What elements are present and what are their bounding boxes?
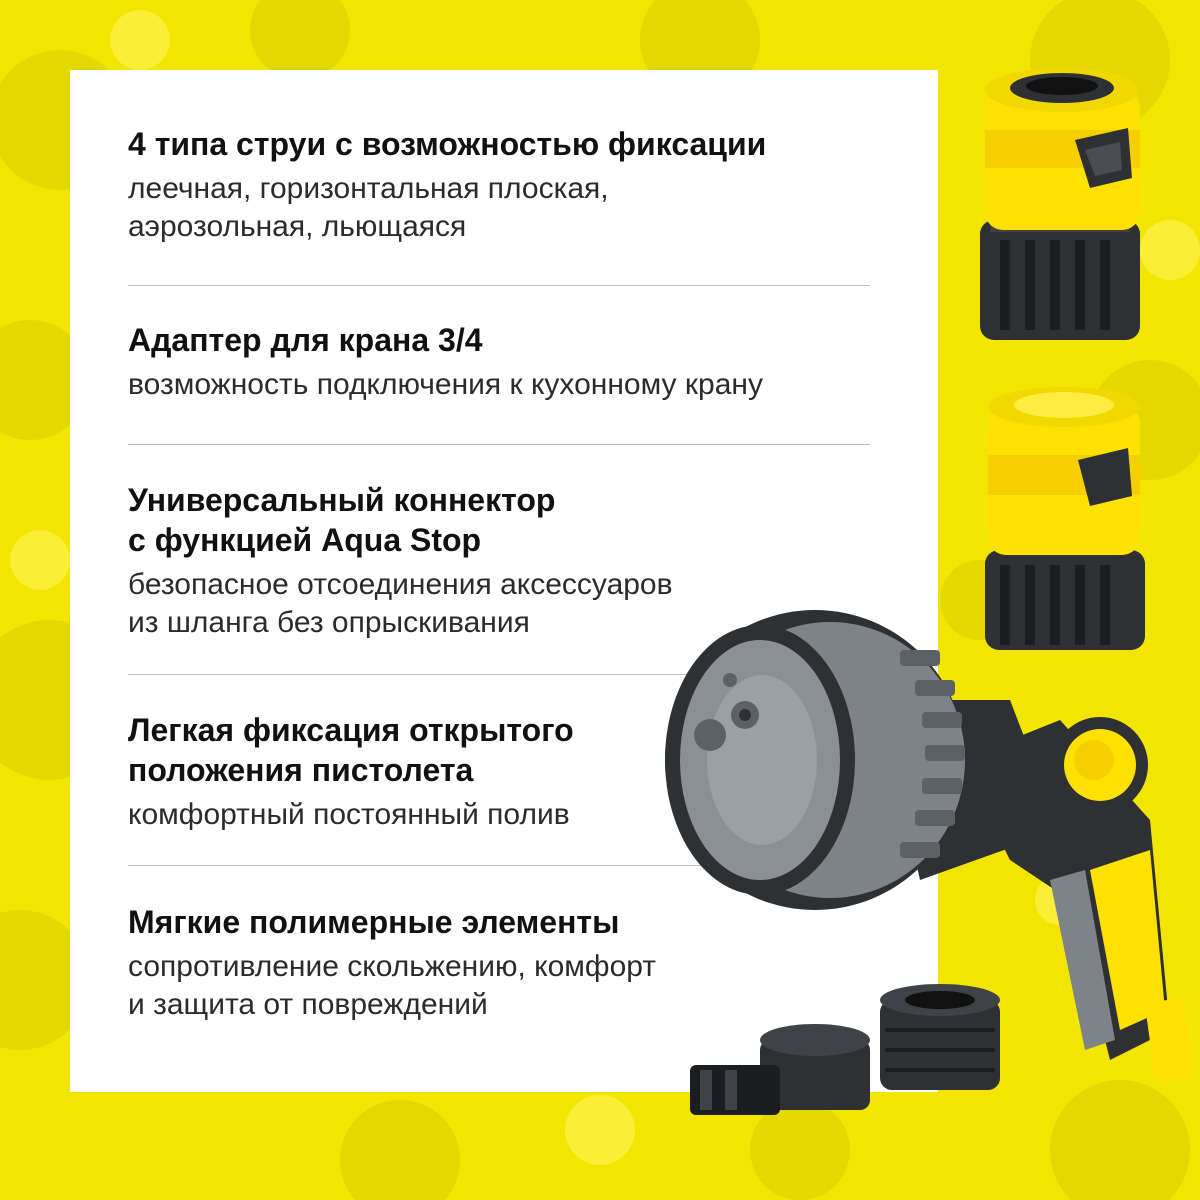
feature-description: комфортный постоянный полив bbox=[128, 798, 570, 831]
divider bbox=[128, 285, 870, 286]
feature-soft-grip bbox=[128, 902, 888, 1024]
feature-lock-position bbox=[128, 710, 888, 834]
divider bbox=[128, 865, 870, 866]
feature-aqua-stop bbox=[128, 480, 888, 642]
feature-description: возможность подключения к кухонному крану bbox=[128, 368, 763, 401]
feature-card bbox=[70, 70, 938, 1092]
feature-jet-types bbox=[128, 124, 888, 246]
feature-tap-adapter bbox=[128, 320, 888, 404]
divider bbox=[128, 444, 870, 445]
feature-description: сопротивление скольжению, комфорт и защита от повреждений bbox=[128, 950, 657, 1021]
feature-description: леечная, горизонтальная плоская, аэрозольная, льющаяся bbox=[128, 172, 609, 243]
feature-title: Мягкие полимерные элементы bbox=[128, 904, 620, 940]
feature-title: 4 типа струи с возможностью фиксации bbox=[128, 126, 767, 162]
feature-description: безопасное отсоединения аксессуаров из шланга без опрыскивания bbox=[128, 568, 673, 639]
feature-title: Легкая фиксация открытого положения пистолета bbox=[128, 712, 574, 788]
divider bbox=[128, 674, 870, 675]
feature-title: Универсальный коннектор с функцией Aqua Stop bbox=[128, 482, 556, 558]
feature-title: Адаптер для крана 3/4 bbox=[128, 322, 483, 358]
